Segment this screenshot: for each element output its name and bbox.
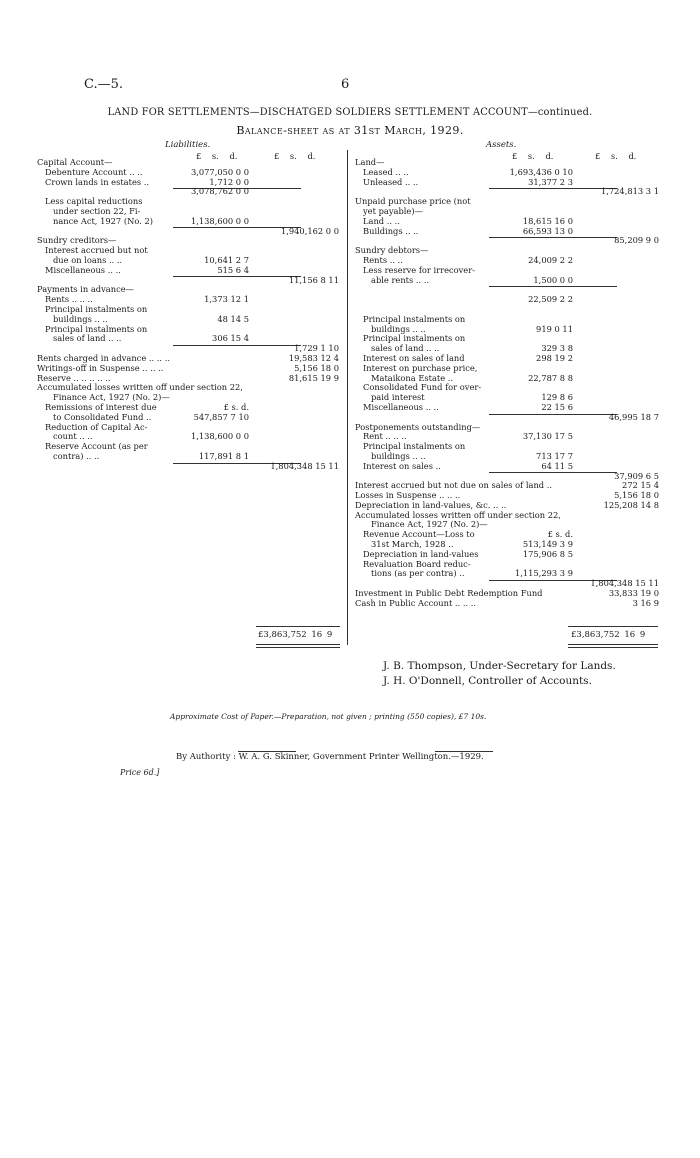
document-subtitle: Balance-sheet as at 31st March, 1929. [236,124,464,137]
assets-total-rule-bottom2 [568,647,658,648]
assets-line-label: sales of land .. .. [371,343,440,354]
assets-line-label: Revaluation Board reduc- [363,558,471,569]
liabilities-line-total: 19,583 12 4 [288,352,339,363]
assets-line-label: Losses in Suspense .. .. .. [355,490,461,501]
assets-line-amount: 1,500 0 0 [533,274,573,285]
column-divider [347,150,348,645]
liabilities-lines [37,158,345,472]
liabilities-line-amount: 1,712 0 0 [209,176,249,187]
assets-line [355,599,663,609]
assets-line-label: Interest accrued but not due on sales of land .. [355,480,553,491]
liabilities-line-label: Sundry creditors— [37,235,117,246]
assets-line-label: paid interest [371,392,425,403]
liabilities-line-total: 1,804,348 15 11 [270,460,339,471]
liabilities-line-label: Debenture Account .. .. [45,166,143,177]
liabilities-line-label: Writings-off in Suspense .. .. .. [37,362,164,373]
assets-line-amount: 129 8 6 [541,392,573,403]
assets-line-total: 33,833 19 0 [608,588,659,599]
assets-line-label: Land— [355,157,385,167]
assets-total: £3,863,752 16 9 [571,630,646,640]
liabilities-line-total: 81,615 19 9 [288,372,339,383]
assets-line-label: Interest on sales of land [363,352,465,363]
assets-line-label: able rents .. .. [371,274,430,285]
assets-line-amount: 22,509 2 2 [528,294,573,305]
assets-line-label: Principal instalments on [363,333,466,344]
assets-line-label: Unpaid purchase price (not [355,196,471,207]
printer-authority: By Authority : W. A. G. Skinner, Government Printer Wellington.—1929. [176,752,484,762]
liabilities-line-amount: 3,077,050 0 0 [190,166,249,177]
assets-heading: Assets. [486,140,517,150]
liabilities-line-label: Less capital reductions [45,196,143,207]
liabilities-line-label: Principal instalments on [45,303,148,314]
liabilities-units-a: £ s. d. [196,151,238,161]
liabilities-total: £3,863,752 16 9 [258,630,333,640]
assets-line-label: buildings .. .. [371,323,426,334]
liabilities-line-label: Rents charged in advance .. .. .. [37,352,170,363]
assets-line-amount: 1,115,293 3 9 [514,568,573,579]
assets-line-label: Postponements outstanding— [355,421,481,432]
liabilities-line-label: Crown lands in estates .. [45,176,150,187]
assets-line-amount: 329 3 8 [541,343,573,354]
assets-line [355,285,663,295]
assets-line-amount: 513,149 3 9 [522,539,573,550]
assets-total-rule-top [568,626,658,627]
liabilities-line-total: 11,156 8 11 [288,274,339,285]
signature-controller: J. H. O'Donnell, Controller of Accounts. [383,675,592,687]
assets-line-total: 85,209 9 0 [614,235,659,246]
assets-line-total: 3 16 9 [632,597,659,608]
assets-line-label: buildings .. .. [371,450,426,461]
assets-line-amount: 713 17 7 [536,450,573,461]
assets-line-label: Mataikona Estate .. [371,372,454,383]
assets-line-total: 5,156 18 0 [614,490,659,501]
liabilities-line-amount: 1,373 12 1 [204,294,249,305]
liabilities-line-label: Payments in advance— [37,284,134,295]
assets-line-label: Miscellaneous .. .. [363,401,439,412]
page-number: 6 [341,77,350,92]
liabilities-line-label: Reserve Account (as per [45,441,148,452]
assets-line-amount: 1,693,436 0 10 [509,166,573,177]
liabilities-line-amount: 1,138,600 0 0 [190,431,249,442]
liabilities-line-amount: 306 15 4 [212,333,249,344]
assets-line-label: Depreciation in land-values, &c. .. .. [355,499,507,510]
liabilities-line-label: due on loans .. .. [53,254,123,265]
assets-line-label: Buildings .. .. [363,225,419,236]
assets-line-label: Principal instalments on [363,441,466,452]
assets-line-total: 1,804,348 15 11 [590,578,659,589]
assets-total-rule-bottom [568,644,658,645]
assets-line-amount: 31,377 2 3 [528,176,573,187]
liabilities-line-total: 5,156 18 0 [294,362,339,373]
liabilities-total-rule-top [256,626,340,627]
assets-line-label: Consolidated Fund for over- [363,382,482,393]
assets-lines [355,158,663,609]
liabilities-units-b: £ s. d. [274,151,316,161]
assets-line [355,276,663,286]
assets-line-label: Sundry debtors— [355,245,429,256]
assets-line-label: Unleased .. .. [363,176,419,187]
liabilities-line-amount: 3,078,762 0 0 [190,186,249,197]
assets-line-amount: 64 11 5 [541,460,573,471]
assets-line-label: yet payable)— [363,205,423,216]
assets-line-label: Land .. .. [363,215,400,226]
liabilities-line-amount: 547,857 7 10 [193,411,249,422]
assets-line [355,295,663,305]
liabilities-line-amount: 10,641 2 7 [204,254,249,265]
liabilities-total-rule-bottom [256,644,340,645]
assets-line-amount: £ s. d. [547,529,573,540]
liabilities-line-label: sales of land .. .. [53,333,122,344]
liabilities-line-label: Principal instalments on [45,323,148,334]
cost-note: Approximate Cost of Paper.—Preparation, not given ; printing (550 copies), £7 10s. [170,712,487,721]
liabilities-line-label: Remissions of interest due [45,401,157,412]
assets-units-b: £ s. d. [595,151,637,161]
liabilities-line-label: Reserve .. .. .. .. .. [37,372,111,383]
liabilities-line-label: Accumulated losses written off under section 22, [37,382,243,393]
signature-under-secretary: J. B. Thompson, Under-Secretary for Lands. [383,660,616,672]
assets-line-label: Interest on sales .. [363,460,441,471]
assets-line-label: Principal instalments on [363,313,466,324]
price-note: Price 6d.] [120,768,160,777]
assets-line-label: Leased .. .. [363,166,409,177]
assets-line-total: 37,909 6 5 [614,470,659,481]
assets-line-label: Finance Act, 1927 (No. 2)— [371,519,488,530]
liabilities-heading: Liabilities. [165,140,211,150]
liabilities-line-label: to Consolidated Fund .. [53,411,152,422]
liabilities-line [37,462,345,472]
assets-line-label: Rent .. .. .. [363,431,407,442]
liabilities-line-label: count .. .. [53,431,93,442]
assets-line-label: Revenue Account—Loss to [363,529,475,540]
assets-line-amount: 22 15 6 [541,401,573,412]
assets-line-total: 125,208 14 8 [603,499,659,510]
assets-line-label: Interest on purchase price, [363,362,478,373]
assets-line-amount: 18,615 16 0 [522,215,573,226]
assets-line-total: 272 15 4 [622,480,659,491]
assets-line-label: Cash in Public Account .. .. .. [355,597,477,608]
liabilities-line-amount: 1,138,600 0 0 [190,215,249,226]
assets-line-label: Depreciation in land-values [363,548,479,559]
liabilities-line-label: Miscellaneous .. .. [45,264,121,275]
document-reference: C.—5. [84,77,124,92]
liabilities-line-label: Reduction of Capital Ac- [45,421,148,432]
liabilities-line-total: 1,940,162 0 0 [280,225,339,236]
assets-line-label: Accumulated losses written off under section 22, [355,509,561,520]
assets-line-amount: 175,906 8 5 [522,548,573,559]
assets-line-label: tions (as per contra) .. [371,568,465,579]
liabilities-line-label: Rents .. .. .. [45,294,93,305]
liabilities-line-label: under section 22, Fi- [53,205,141,216]
assets-line-amount: 37,130 17 5 [522,431,573,442]
liabilities-line-label: nance Act, 1927 (No. 2) [53,215,153,226]
assets-line-amount: 919 0 11 [536,323,573,334]
assets-line-label: Rents .. .. [363,254,403,265]
assets-line-total: 1,724,813 3 1 [600,186,659,197]
liabilities-line-label: contra) .. .. [53,450,100,461]
assets-line-total: 46,995 18 7 [608,411,659,422]
assets-line-amount: 22,787 8 8 [528,372,573,383]
document-title: LAND FOR SETTLEMENTS—DISCHATGED SOLDIERS SETTLEMENT ACCOUNT—continued. [107,107,593,118]
assets-line-amount: 66,593 13 0 [522,225,573,236]
liabilities-line-total: 1,729 1 10 [294,343,339,354]
assets-line [355,207,663,217]
liabilities-line-label: Finance Act, 1927 (No. 2)— [53,392,170,403]
assets-units-a: £ s. d. [512,151,554,161]
assets-line-amount: 298 19 2 [536,352,573,363]
liabilities-line-label: Interest accrued but not [45,245,148,256]
assets-line-label: Less reserve for irrecover- [363,264,475,275]
assets-line-amount: 24,009 2 2 [528,254,573,265]
liabilities-line-amount: £ s. d. [223,401,249,412]
liabilities-line-amount: 515 6 4 [217,264,249,275]
assets-line-label: Investment in Public Debt Redemption Fund [355,588,543,599]
liabilities-line-amount: 117,891 8 1 [198,450,249,461]
liabilities-line-label: Capital Account— [37,157,113,167]
liabilities-line-amount: 48 14 5 [217,313,249,324]
liabilities-line-label: buildings .. .. [53,313,108,324]
liabilities-total-rule-bottom2 [256,647,340,648]
assets-line-label: 31st March, 1928 .. [371,539,454,550]
